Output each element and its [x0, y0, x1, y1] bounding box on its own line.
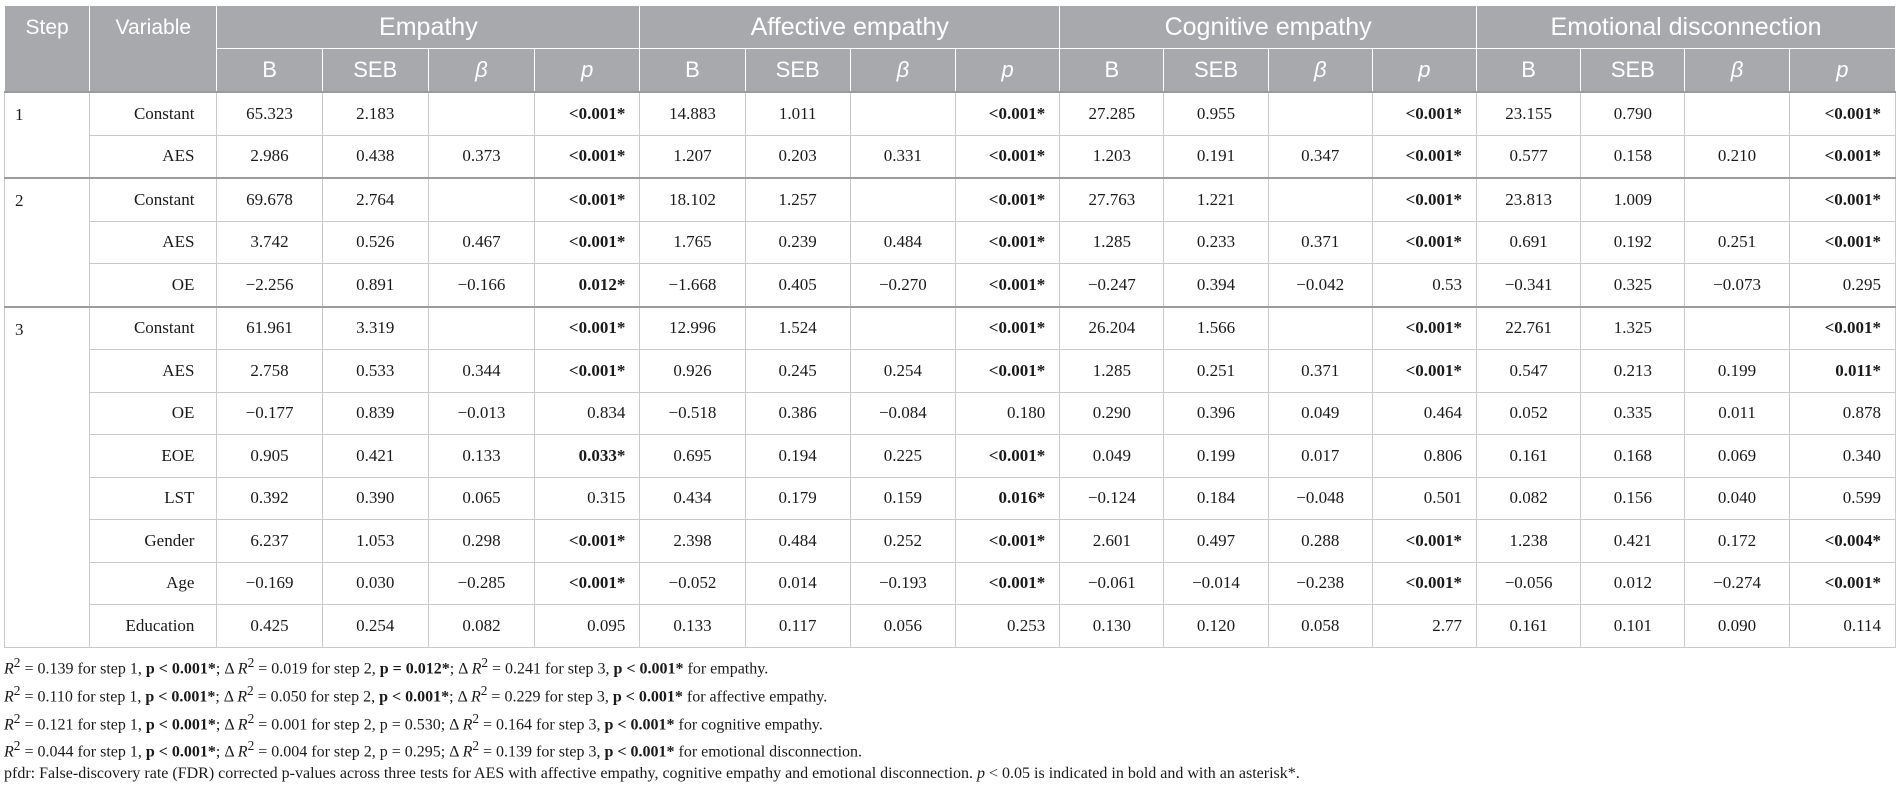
value-cell: 0.052	[1477, 392, 1581, 435]
value-cell: −0.518	[640, 392, 745, 435]
table-row	[5, 605, 1896, 648]
subhead-seb: SEB	[1164, 49, 1268, 93]
p-value-cell: <0.001*	[535, 221, 640, 264]
value-cell: 0.434	[640, 477, 745, 520]
p-value-cell: 0.878	[1789, 392, 1895, 435]
p-value-cell: <0.001*	[1789, 178, 1895, 221]
value-cell	[1268, 307, 1372, 350]
note-line-affective-empathy: $R^2 = 0.110$ for step 1, p < 0.001*; Δ $R^2 = 0.050$ for step 2, p < 0.001*; Δ $R^2 = 0.229$ for step 3, p < 0.001* for affective empathy.	[4, 682, 828, 706]
value-cell: 0.012	[1581, 562, 1685, 605]
subhead-b: B	[640, 49, 745, 93]
p-value-cell: <0.001*	[1789, 307, 1895, 350]
p-value-cell: 0.806	[1372, 435, 1476, 478]
p-value-cell: <0.001*	[956, 350, 1060, 393]
value-cell	[1685, 307, 1789, 350]
subhead-beta: β	[1685, 49, 1789, 93]
note-line-emotional-disconnection: $R^2 = 0.044$ for step 1, p < 0.001*; Δ $R^2 = 0.004$ for step 2, p = 0.295; Δ $R^2 = 0.139$ for step 3, p < 0.001* for emotional disconnection.	[4, 738, 863, 761]
value-cell: 2.398	[640, 520, 745, 563]
value-cell: 0.161	[1477, 605, 1581, 648]
value-cell: 0.955	[1164, 92, 1268, 135]
value-cell: 0.065	[428, 477, 534, 520]
value-cell: 0.069	[1685, 435, 1789, 478]
value-cell: 0.425	[217, 605, 322, 648]
p-value-cell: <0.001*	[956, 135, 1060, 178]
value-cell	[428, 92, 534, 135]
value-cell: 0.926	[640, 350, 745, 393]
regression-table	[4, 5, 1896, 648]
value-cell: 0.691	[1477, 221, 1581, 264]
value-cell: 0.225	[850, 435, 955, 478]
value-cell: 0.049	[1060, 435, 1164, 478]
value-cell: 0.199	[1164, 435, 1268, 478]
variable-cell: Constant	[90, 307, 217, 350]
value-cell: 2.986	[217, 135, 322, 178]
value-cell: −0.274	[1685, 562, 1789, 605]
p-value-cell: <0.001*	[535, 562, 640, 605]
p-value-cell: <0.001*	[1372, 307, 1476, 350]
variable-cell: Age	[90, 562, 217, 605]
variable-cell: OE	[90, 392, 217, 435]
p-value-cell: <0.001*	[1372, 135, 1476, 178]
value-cell: 1.207	[640, 135, 745, 178]
value-cell: 0.254	[322, 605, 428, 648]
value-cell: 27.285	[1060, 92, 1164, 135]
value-cell: 0.288	[1268, 520, 1372, 563]
p-value-cell: <0.001*	[1789, 562, 1895, 605]
value-cell: 0.082	[428, 605, 534, 648]
value-cell	[1268, 92, 1372, 135]
step-cell: 1	[5, 92, 90, 178]
value-cell: 0.484	[850, 221, 955, 264]
table-row	[5, 562, 1896, 605]
value-cell: 0.156	[1581, 477, 1685, 520]
value-cell: 0.130	[1060, 605, 1164, 648]
value-cell: −0.124	[1060, 477, 1164, 520]
group-header-affective-empathy: Affective empathy	[640, 6, 1060, 49]
value-cell	[428, 178, 534, 221]
group-header-empathy: Empathy	[217, 6, 640, 49]
variable-cell: AES	[90, 221, 217, 264]
value-cell: 1.285	[1060, 221, 1164, 264]
subhead-beta: β	[850, 49, 955, 93]
value-cell: 0.405	[745, 264, 850, 307]
value-cell: 0.056	[850, 605, 955, 648]
regression-table-container	[4, 5, 1896, 648]
value-cell: 0.014	[745, 562, 850, 605]
variable-cell: AES	[90, 135, 217, 178]
value-cell: 0.133	[428, 435, 534, 478]
value-cell: 0.790	[1581, 92, 1685, 135]
p-value-cell: 0.180	[956, 392, 1060, 435]
subhead-seb: SEB	[745, 49, 850, 93]
group-header-emotional-disconnection: Emotional disconnection	[1477, 6, 1896, 49]
p-value-cell: <0.001*	[535, 350, 640, 393]
step-header: Step	[5, 6, 90, 93]
p-value-cell: <0.001*	[1372, 92, 1476, 135]
value-cell: 0.120	[1164, 605, 1268, 648]
value-cell: 1.011	[745, 92, 850, 135]
value-cell: −0.177	[217, 392, 322, 435]
variable-cell: LST	[90, 477, 217, 520]
p-value-cell: <0.001*	[535, 520, 640, 563]
value-cell	[428, 307, 534, 350]
subhead-p: p	[1789, 49, 1895, 93]
value-cell: 1.053	[322, 520, 428, 563]
p-value-cell: 0.340	[1789, 435, 1895, 478]
p-value-cell: <0.004*	[1789, 520, 1895, 563]
subhead-seb: SEB	[1581, 49, 1685, 93]
value-cell: 0.497	[1164, 520, 1268, 563]
step-group-2	[5, 178, 1896, 307]
value-cell: 0.210	[1685, 135, 1789, 178]
value-cell: −0.247	[1060, 264, 1164, 307]
value-cell: 2.601	[1060, 520, 1164, 563]
value-cell: 0.040	[1685, 477, 1789, 520]
p-value-cell: <0.001*	[1789, 221, 1895, 264]
p-value-cell: 0.095	[535, 605, 640, 648]
value-cell	[1685, 92, 1789, 135]
value-cell: 27.763	[1060, 178, 1164, 221]
value-cell: 0.192	[1581, 221, 1685, 264]
value-cell: 1.325	[1581, 307, 1685, 350]
value-cell	[850, 178, 955, 221]
p-value-cell: 0.834	[535, 392, 640, 435]
value-cell: 0.254	[850, 350, 955, 393]
p-value-cell: 0.295	[1789, 264, 1895, 307]
subhead-b: B	[1060, 49, 1164, 93]
value-cell: 22.761	[1477, 307, 1581, 350]
value-cell: 0.577	[1477, 135, 1581, 178]
value-cell: −0.238	[1268, 562, 1372, 605]
p-value-cell: 0.599	[1789, 477, 1895, 520]
value-cell: −2.256	[217, 264, 322, 307]
variable-cell: Constant	[90, 92, 217, 135]
value-cell: 0.390	[322, 477, 428, 520]
p-value-cell: 0.012*	[535, 264, 640, 307]
table-row	[5, 264, 1896, 307]
step-cell: 2	[5, 178, 90, 307]
value-cell: 26.204	[1060, 307, 1164, 350]
value-cell: 23.813	[1477, 178, 1581, 221]
table-row	[5, 435, 1896, 478]
table-row	[5, 221, 1896, 264]
p-value-cell: 0.114	[1789, 605, 1895, 648]
value-cell: 0.392	[217, 477, 322, 520]
value-cell: −0.285	[428, 562, 534, 605]
p-value-cell: <0.001*	[956, 92, 1060, 135]
value-cell: 0.526	[322, 221, 428, 264]
value-cell: 0.233	[1164, 221, 1268, 264]
value-cell: 23.155	[1477, 92, 1581, 135]
p-value-cell: 0.53	[1372, 264, 1476, 307]
value-cell: 0.133	[640, 605, 745, 648]
p-value-cell: <0.001*	[535, 178, 640, 221]
table-row	[5, 520, 1896, 563]
value-cell	[850, 307, 955, 350]
value-cell: 0.547	[1477, 350, 1581, 393]
value-cell: 61.961	[217, 307, 322, 350]
table-row	[5, 178, 1896, 221]
subhead-beta: β	[1268, 49, 1372, 93]
value-cell: 0.251	[1164, 350, 1268, 393]
p-value-cell: <0.001*	[535, 92, 640, 135]
p-value-cell: 2.77	[1372, 605, 1476, 648]
variable-header: Variable	[90, 6, 217, 93]
variable-cell: Constant	[90, 178, 217, 221]
subhead-b: B	[1477, 49, 1581, 93]
variable-cell: OE	[90, 264, 217, 307]
note-line-empathy: $R^2 = 0.139$ for step 1, p < 0.001*; Δ $R^2 = 0.019$ for step 2, p = 0.012*; Δ $R^2 = 0.241$ for step 3, p < 0.001* for empathy.	[4, 655, 769, 678]
p-value-cell: <0.001*	[1789, 135, 1895, 178]
p-value-cell: <0.001*	[956, 435, 1060, 478]
value-cell	[1685, 178, 1789, 221]
value-cell: 0.695	[640, 435, 745, 478]
value-cell: 0.891	[322, 264, 428, 307]
value-cell: −0.341	[1477, 264, 1581, 307]
value-cell: 0.467	[428, 221, 534, 264]
header-row-groups	[5, 6, 1896, 49]
value-cell: 0.344	[428, 350, 534, 393]
value-cell: 0.011	[1685, 392, 1789, 435]
subhead-beta: β	[428, 49, 534, 93]
value-cell: 1.009	[1581, 178, 1685, 221]
p-value-cell: <0.001*	[1789, 92, 1895, 135]
p-value-cell: 0.315	[535, 477, 640, 520]
value-cell: 1.257	[745, 178, 850, 221]
p-value-cell: 0.033*	[535, 435, 640, 478]
variable-cell: EOE	[90, 435, 217, 478]
value-cell: 0.251	[1685, 221, 1789, 264]
p-value-cell: <0.001*	[535, 307, 640, 350]
value-cell: 0.335	[1581, 392, 1685, 435]
value-cell: 1.238	[1477, 520, 1581, 563]
value-cell: 1.524	[745, 307, 850, 350]
value-cell: −1.668	[640, 264, 745, 307]
value-cell: 2.764	[322, 178, 428, 221]
value-cell: 3.742	[217, 221, 322, 264]
variable-cell: AES	[90, 350, 217, 393]
value-cell: −0.166	[428, 264, 534, 307]
step-cell: 3	[5, 307, 90, 648]
table-row	[5, 350, 1896, 393]
value-cell: 0.184	[1164, 477, 1268, 520]
subhead-p: p	[535, 49, 640, 93]
table-row	[5, 92, 1896, 135]
p-value-cell: <0.001*	[535, 135, 640, 178]
subhead-seb: SEB	[322, 49, 428, 93]
value-cell: −0.073	[1685, 264, 1789, 307]
p-value-cell: <0.001*	[956, 307, 1060, 350]
table-notes	[4, 652, 1894, 785]
value-cell: 1.566	[1164, 307, 1268, 350]
p-value-cell: <0.001*	[956, 221, 1060, 264]
table-row	[5, 477, 1896, 520]
value-cell: 0.396	[1164, 392, 1268, 435]
variable-cell: Gender	[90, 520, 217, 563]
value-cell: 0.252	[850, 520, 955, 563]
note-line-cognitive-empathy: $R^2 = 0.121$ for step 1, p < 0.001*; Δ $R^2 = 0.001$ for step 2, p = 0.530; Δ $R^2 = 0.164$ for step 3, p < 0.001* for cognitive empathy.	[4, 710, 823, 733]
value-cell: 12.996	[640, 307, 745, 350]
value-cell: 1.285	[1060, 350, 1164, 393]
value-cell: 0.179	[745, 477, 850, 520]
value-cell: 0.290	[1060, 392, 1164, 435]
value-cell: 6.237	[217, 520, 322, 563]
value-cell: 0.438	[322, 135, 428, 178]
value-cell: −0.056	[1477, 562, 1581, 605]
p-value-cell: <0.001*	[1372, 350, 1476, 393]
p-value-cell: <0.001*	[1372, 562, 1476, 605]
value-cell: 0.386	[745, 392, 850, 435]
value-cell: 0.394	[1164, 264, 1268, 307]
p-value-cell: <0.001*	[1372, 221, 1476, 264]
value-cell: 0.298	[428, 520, 534, 563]
value-cell: 18.102	[640, 178, 745, 221]
value-cell: 0.030	[322, 562, 428, 605]
p-value-cell: 0.011*	[1789, 350, 1895, 393]
value-cell: 0.172	[1685, 520, 1789, 563]
value-cell: 0.371	[1268, 221, 1372, 264]
value-cell: −0.061	[1060, 562, 1164, 605]
value-cell: 0.161	[1477, 435, 1581, 478]
table-row	[5, 392, 1896, 435]
value-cell: 0.213	[1581, 350, 1685, 393]
value-cell: 2.183	[322, 92, 428, 135]
p-value-cell: 0.464	[1372, 392, 1476, 435]
value-cell: −0.052	[640, 562, 745, 605]
value-cell: 0.082	[1477, 477, 1581, 520]
step-group-3	[5, 307, 1896, 648]
value-cell	[850, 92, 955, 135]
p-value-cell: <0.001*	[1372, 178, 1476, 221]
value-cell: 0.203	[745, 135, 850, 178]
value-cell: 0.194	[745, 435, 850, 478]
value-cell: 0.058	[1268, 605, 1372, 648]
value-cell: 0.239	[745, 221, 850, 264]
value-cell: 14.883	[640, 92, 745, 135]
value-cell: 0.331	[850, 135, 955, 178]
value-cell: 0.199	[1685, 350, 1789, 393]
value-cell: 0.421	[322, 435, 428, 478]
value-cell: 0.049	[1268, 392, 1372, 435]
value-cell: 2.758	[217, 350, 322, 393]
note-footnote-fdr: pfdr: False-discovery rate (FDR) corrected p-values across three tests for AES with affective empathy, cognitive empathy and emotional disconnection. p < 0.05 is indicated in bold and with an asterisk*.	[4, 765, 1300, 783]
value-cell: 0.168	[1581, 435, 1685, 478]
p-value-cell: <0.001*	[956, 264, 1060, 307]
subhead-p: p	[956, 49, 1060, 93]
value-cell: 0.347	[1268, 135, 1372, 178]
value-cell: 0.421	[1581, 520, 1685, 563]
value-cell: 0.373	[428, 135, 534, 178]
p-value-cell: 0.253	[956, 605, 1060, 648]
value-cell: 0.905	[217, 435, 322, 478]
subhead-b: B	[217, 49, 322, 93]
table-row	[5, 135, 1896, 178]
value-cell: −0.013	[428, 392, 534, 435]
value-cell: 0.484	[745, 520, 850, 563]
group-header-cognitive-empathy: Cognitive empathy	[1060, 6, 1477, 49]
value-cell: 0.245	[745, 350, 850, 393]
p-value-cell: <0.001*	[956, 178, 1060, 221]
value-cell: 0.101	[1581, 605, 1685, 648]
value-cell: 0.191	[1164, 135, 1268, 178]
value-cell: 0.325	[1581, 264, 1685, 307]
value-cell: 1.765	[640, 221, 745, 264]
value-cell: −0.270	[850, 264, 955, 307]
value-cell: −0.014	[1164, 562, 1268, 605]
p-value-cell: 0.501	[1372, 477, 1476, 520]
p-value-cell: 0.016*	[956, 477, 1060, 520]
value-cell: 0.839	[322, 392, 428, 435]
value-cell: 0.117	[745, 605, 850, 648]
value-cell: −0.169	[217, 562, 322, 605]
subhead-p: p	[1372, 49, 1476, 93]
step-group-1	[5, 92, 1896, 178]
variable-cell: Education	[90, 605, 217, 648]
value-cell: −0.084	[850, 392, 955, 435]
value-cell: 0.017	[1268, 435, 1372, 478]
table-row	[5, 307, 1896, 350]
value-cell: 0.159	[850, 477, 955, 520]
value-cell: 1.203	[1060, 135, 1164, 178]
value-cell: −0.042	[1268, 264, 1372, 307]
value-cell: −0.048	[1268, 477, 1372, 520]
header-row-subheads	[5, 49, 1896, 93]
p-value-cell: <0.001*	[956, 562, 1060, 605]
p-value-cell: <0.001*	[956, 520, 1060, 563]
value-cell: 69.678	[217, 178, 322, 221]
p-value-cell: <0.001*	[1372, 520, 1476, 563]
value-cell	[1268, 178, 1372, 221]
value-cell: 0.090	[1685, 605, 1789, 648]
value-cell: −0.193	[850, 562, 955, 605]
value-cell: 65.323	[217, 92, 322, 135]
value-cell: 1.221	[1164, 178, 1268, 221]
value-cell: 0.371	[1268, 350, 1372, 393]
value-cell: 0.533	[322, 350, 428, 393]
value-cell: 3.319	[322, 307, 428, 350]
value-cell: 0.158	[1581, 135, 1685, 178]
